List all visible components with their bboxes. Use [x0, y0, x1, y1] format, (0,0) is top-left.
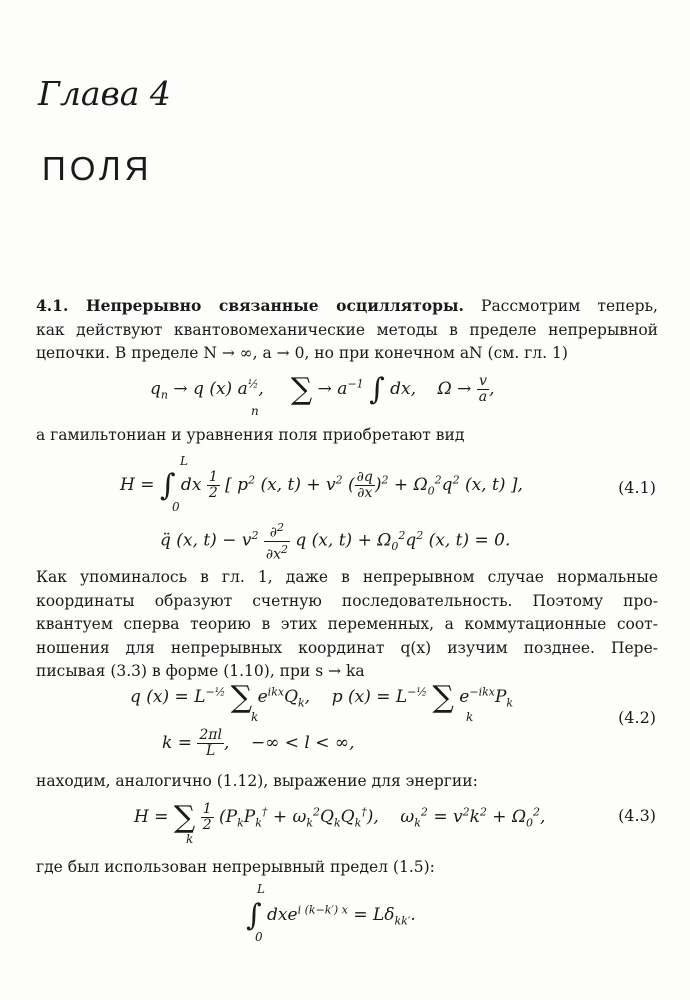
equation-4-2-expansion: q $(x) = L^{-\frac{1}{2}}$ ∑ $e^{ikx}Q_k$, p $(x) = L^{-\frac{1}{2}}$ ∑ $e^{-ikx}P_k$ — [130, 680, 514, 715]
equation-4-3-energy: H = ∑ $\frac{1}{2}$ $(P_kP_k^\dagger + \omega_k^2Q_kQ_k^\dagger)$, $\omega_k^2 = v^2k^2 + \Omega_0^2$, — [134, 800, 546, 835]
equation-4-2-wavenumber: k = $\frac{2\pi l}{L}$ , −∞ < l < ∞, — [162, 727, 355, 759]
paragraph-continuous-limit: где был использован непрерывный предел (1.5): — [36, 858, 435, 876]
chapter-title: ПОЛЯ — [42, 150, 153, 187]
equation-4-1-hamiltonian: H = ∫ dx $\frac{1}{2}$ [ $p^2$ (x, $t) + v^2$ ( $\frac{\partial q}{\partial x}$ )$^2 + \Omega_0^2q^2$ (x, t) ], — [120, 468, 523, 503]
equation-limits: $q_n \to q$ (x) $a^{\frac{1}{2}}$, ∑ → $a^{-1}$ ∫ dx, Ω → $\frac{v}{a}$ , — [150, 372, 495, 407]
equation-continuous-limit: ∫ $dxe^{i (k-k') x} = L\delta_{kk'}$. — [246, 898, 416, 933]
section-paragraph: 4.1. Непрерывно связанные осцилляторы. Рассмотрим теперь, как действуют квантовомеханические методы в пределе непрерывной цепочки. В пределе N → ∞, a → 0, но при конечном aN (см. гл. 1) — [36, 296, 658, 362]
sum-index: n — [251, 404, 259, 418]
eq-number-4-1: (4.1) — [618, 478, 656, 497]
paragraph-energy-intro: находим, аналогично (1.12), выражение для энергии: — [36, 772, 478, 790]
equation-4-1-field: q̈ (x, $t) - v^2$ $\frac{\partial^2}{\partial x^2}$ q (x, $t) + \Omega_0^2q^2$ (x, t) = 0. — [160, 521, 511, 563]
chapter-label: Глава 4 — [38, 74, 171, 113]
paragraph-normal-coordinates: Как упоминалось в гл. 1, даже в непрерывном случае нормальные координаты образуют счетную последовательность. Поэтому про- квантуем сперва теорию в этих переменных, а коммутационные соот- ношения для непрерывных координат q(x) изучим позднее. Пере- писывая (3.3) в форме (1.10), при s → ka — [36, 568, 658, 680]
eq-number-4-2: (4.2) — [618, 708, 656, 727]
paragraph-hamiltonian-intro: а гамильтониан и уравнения поля приобретают вид — [36, 426, 465, 444]
eq-number-4-3: (4.3) — [618, 806, 656, 825]
section-heading: 4.1. Непрерывно связанные осцилляторы. — [36, 296, 464, 315]
